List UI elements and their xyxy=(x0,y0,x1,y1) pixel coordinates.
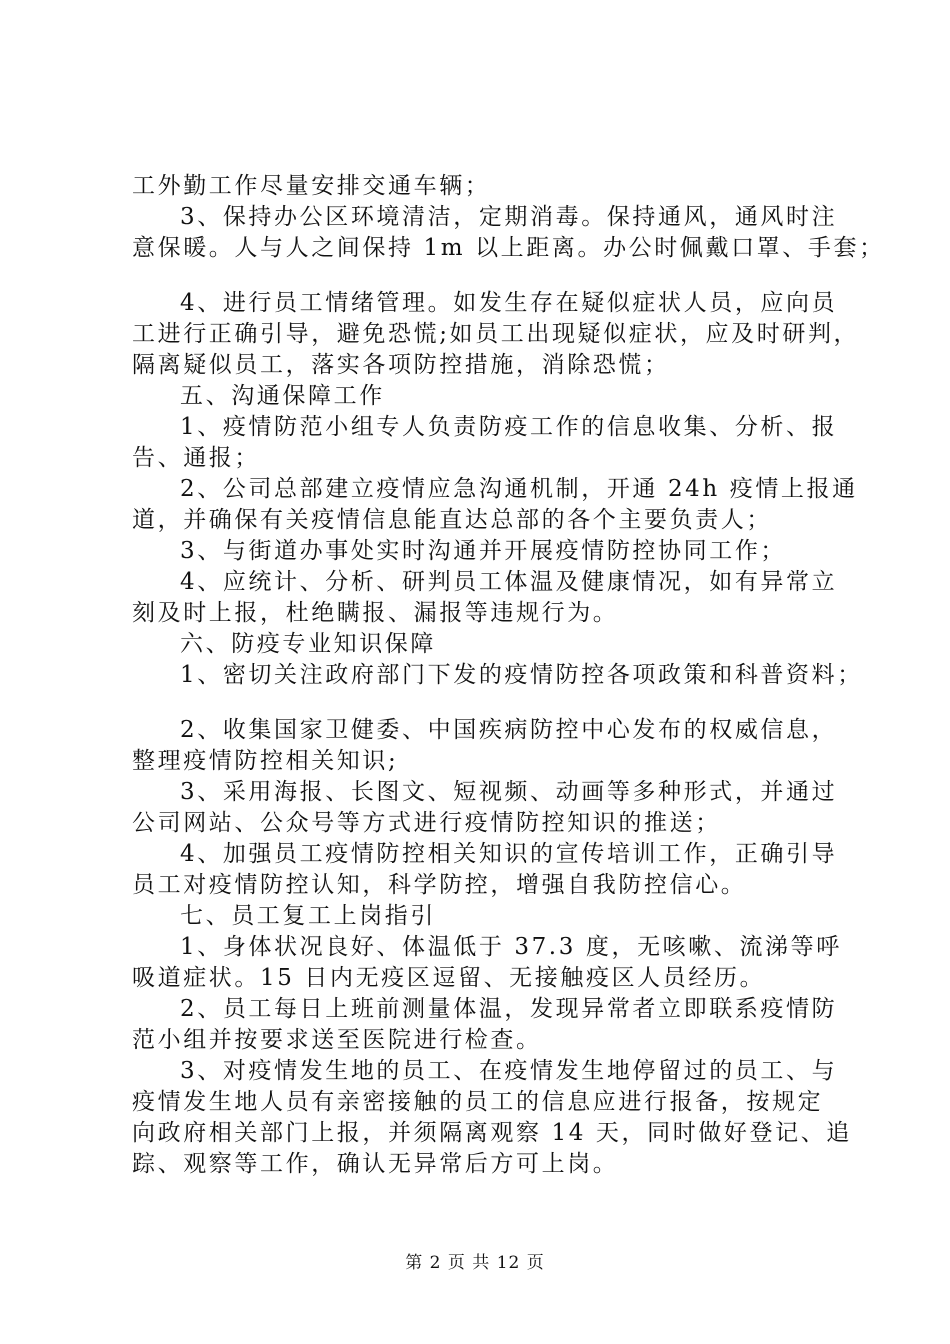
paragraph-line: 范小组并按要求送至医院进行检查。 xyxy=(132,1027,542,1053)
paragraph-line: 4、进行员工情绪管理。如发生存在疑似症状人员，应向员 xyxy=(180,290,838,316)
paragraph-line: 1、身体状况良好、体温低于 37.3 度，无咳嗽、流涕等呼 xyxy=(180,934,842,960)
paragraph-line: 2、收集国家卫健委、中国疾病防控中心发布的权威信息， xyxy=(180,717,838,743)
page-number: 第 2 页 共 12 页 xyxy=(405,1253,545,1273)
paragraph-line: 整理疫情防控相关知识; xyxy=(132,748,399,774)
section-heading: 六、防疫专业知识保障 xyxy=(180,631,436,657)
paragraph-line: 吸道症状。15 日内无疫区逗留、无接触疫区人员经历。 xyxy=(132,965,766,991)
blank-line xyxy=(132,692,842,716)
paragraph-line: 道，并确保有关疫情信息能直达总部的各个主要负责人； xyxy=(132,507,772,533)
paragraph-line: 踪、观察等工作，确认无异常后方可上岗。 xyxy=(132,1151,619,1177)
paragraph-line: 3、保持办公区环境清洁，定期消毒。保持通风，通风时注 xyxy=(180,204,838,230)
paragraph-line: 告、通报； xyxy=(132,445,260,471)
paragraph-line: 1、密切关注政府部门下发的疫情防控各项政策和科普资料； xyxy=(180,662,863,688)
paragraph-line: 4、应统计、分析、研判员工体温及健康情况，如有异常立 xyxy=(180,569,838,595)
paragraph-line: 工外勤工作尽量安排交通车辆； xyxy=(132,173,491,199)
paragraph-line: 意保暖。人与人之间保持 1m 以上距离。办公时佩戴口罩、手套； xyxy=(132,235,885,261)
paragraph-line: 员工对疫情防控认知，科学防控，增强自我防控信心。 xyxy=(132,872,747,898)
paragraph-line: 1、疫情防范小组专人负责防疫工作的信息收集、分析、报 xyxy=(180,414,838,440)
document-body xyxy=(132,172,885,1181)
paragraph-line: 工进行正确引导，避免恐慌;如员工出现疑似症状，应及时研判， xyxy=(132,321,860,347)
paragraph-line: 2、公司总部建立疫情应急沟通机制，开通 24h 疫情上报通 xyxy=(180,476,858,502)
section-heading: 七、员工复工上岗指引 xyxy=(180,903,436,929)
paragraph-line: 3、对疫情发生地的员工、在疫情发生地停留过的员工、与 xyxy=(180,1058,838,1084)
paragraph-line: 2、员工每日上班前测量体温，发现异常者立即联系疫情防 xyxy=(180,996,838,1022)
paragraph-line: 公司网站、公众号等方式进行疫情防控知识的推送； xyxy=(132,810,721,836)
paragraph-line: 4、加强员工疫情防控相关知识的宣传培训工作，正确引导 xyxy=(180,841,838,867)
blank-line xyxy=(132,265,842,289)
paragraph-line: 3、采用海报、长图文、短视频、动画等多种形式，并通过 xyxy=(180,779,838,805)
paragraph-line: 向政府相关部门上报，并须隔离观察 14 天，同时做好登记、追 xyxy=(132,1120,852,1146)
section-heading: 五、沟通保障工作 xyxy=(180,383,385,409)
paragraph-line: 隔离疑似员工，落实各项防控措施，消除恐慌； xyxy=(132,352,670,378)
paragraph-line: 疫情发生地人员有亲密接触的员工的信息应进行报备，按规定 xyxy=(132,1089,824,1115)
paragraph-line: 3、与街道办事处实时沟通并开展疫情防控协同工作； xyxy=(180,538,787,564)
paragraph-line: 刻及时上报，杜绝瞒报、漏报等违规行为。 xyxy=(132,600,619,626)
